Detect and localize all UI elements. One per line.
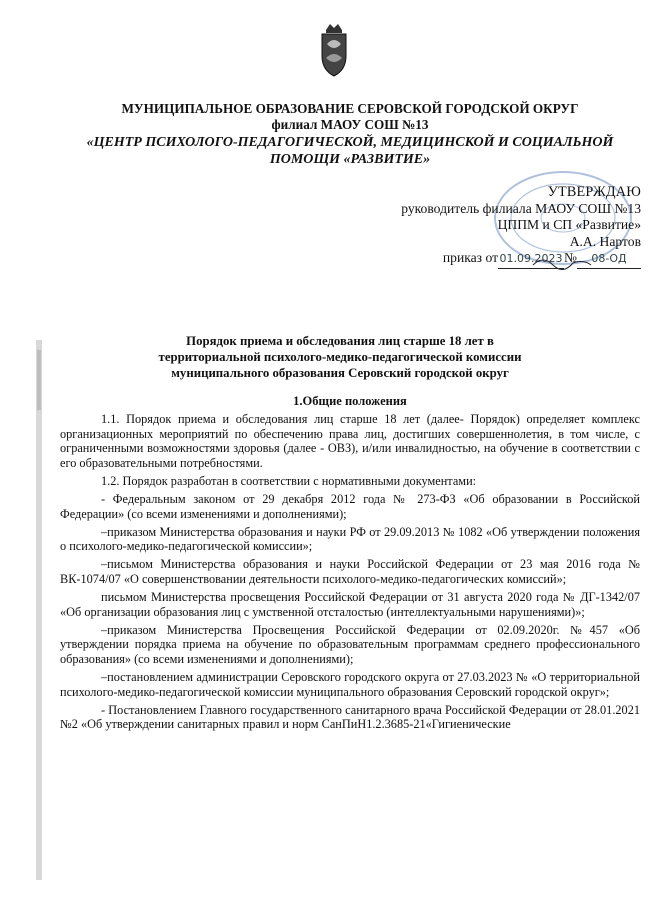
paragraph: –приказом Министерства образования и науки РФ от 29.09.2013 № 1082 «Об утверждении положения о психолого-медико-педагогической комиссии»; xyxy=(60,524,640,554)
paragraph: 1.1. Порядок приема и обследования лиц старше 18 лет (далее- Порядок) определяет комплекс организационных мероприятий по обеспечению права лиц, достигших совершеннолетия, в том числе, с ограниченными возможностями здоровья (далее - ОВЗ), и/или инвалидностью, на обучение в соответствии с его образовательными потребностями. xyxy=(60,412,640,470)
paragraph: –письмом Министерства образования и науки Российской Федерации от 23 мая 2016 года № ВК-1074/07 «О совершенствовании деятельности психолого-медико-педагогических комиссий»; xyxy=(60,557,640,586)
approve-org: ЦППМ и СП «Развитие» xyxy=(497,217,641,232)
branch-name: филиал МАОУ СОШ №13 xyxy=(271,117,429,132)
paragraph: - Федеральным законом от 29 декабря 2012 года № 273-ФЗ «Об образовании в Российской Федерации» (со всеми изменениями и дополнениями); xyxy=(60,491,640,521)
signature-icon xyxy=(473,253,643,271)
document-title: Порядок приема и обследования лиц старше 18 лет в территориальной психолого-медико-педагогической комиссии муниципального образования Серовский городской округ xyxy=(158,334,522,380)
paragraph: –приказом Министерства Просвещения Российской Федерации от 02.09.2020г. №457 «Об утверждении порядка приема на обучение по образовательным программам среднего профессионального образования» (со всеми изменениями и дополнениями); xyxy=(60,622,640,666)
approve-name: А.А. Нартов xyxy=(569,233,641,249)
approve-title: УТВЕРЖДАЮ xyxy=(547,184,641,200)
paragraph: –постановлением администрации Серовского городского округа от 27.03.2023 № «О территориальной психолого-медико-педагогической комиссии муниципального образования Серовский городской округ»; xyxy=(60,670,640,699)
coat-of-arms-icon xyxy=(318,22,350,80)
binder-strip-icon xyxy=(34,340,46,880)
paragraph: - Постановлением Главного государственного санитарного врача Российской Федерации от 28.01.2021 №2 «Об утверждении санитарных правил и норм СанПиН1.2.3685-21«Гигиенические xyxy=(60,702,640,732)
org-name: МУНИЦИПАЛЬНОЕ ОБРАЗОВАНИЕ СЕРОВСКОЙ ГОРОДСКОЙ ОКРУГ xyxy=(121,101,579,116)
document-body xyxy=(60,412,640,735)
paragraph: 1.2. Порядок разработан в соответствии с нормативными документами: xyxy=(101,473,477,488)
center-name: «ЦЕНТР ПСИХОЛОГО-ПЕДАГОГИЧЕСКОЙ, МЕДИЦИНСКОЙ И СОЦИАЛЬНОЙ ПОМОЩИ «РАЗВИТИЕ» xyxy=(86,135,614,167)
approve-order: приказ от 01.09.2023 № 08-ОД xyxy=(311,250,641,269)
approve-position: руководитель филиала МАОУ СОШ №13 xyxy=(401,200,641,216)
section-heading: 1.Общие положения xyxy=(293,394,407,408)
paragraph: письмом Министерства просвещения Российской Федерации от 31 августа 2020 года № ДГ-1342/07 «Об организации образования лиц с умственной отсталостью (интеллектуальными нарушениями)»; xyxy=(60,590,640,619)
